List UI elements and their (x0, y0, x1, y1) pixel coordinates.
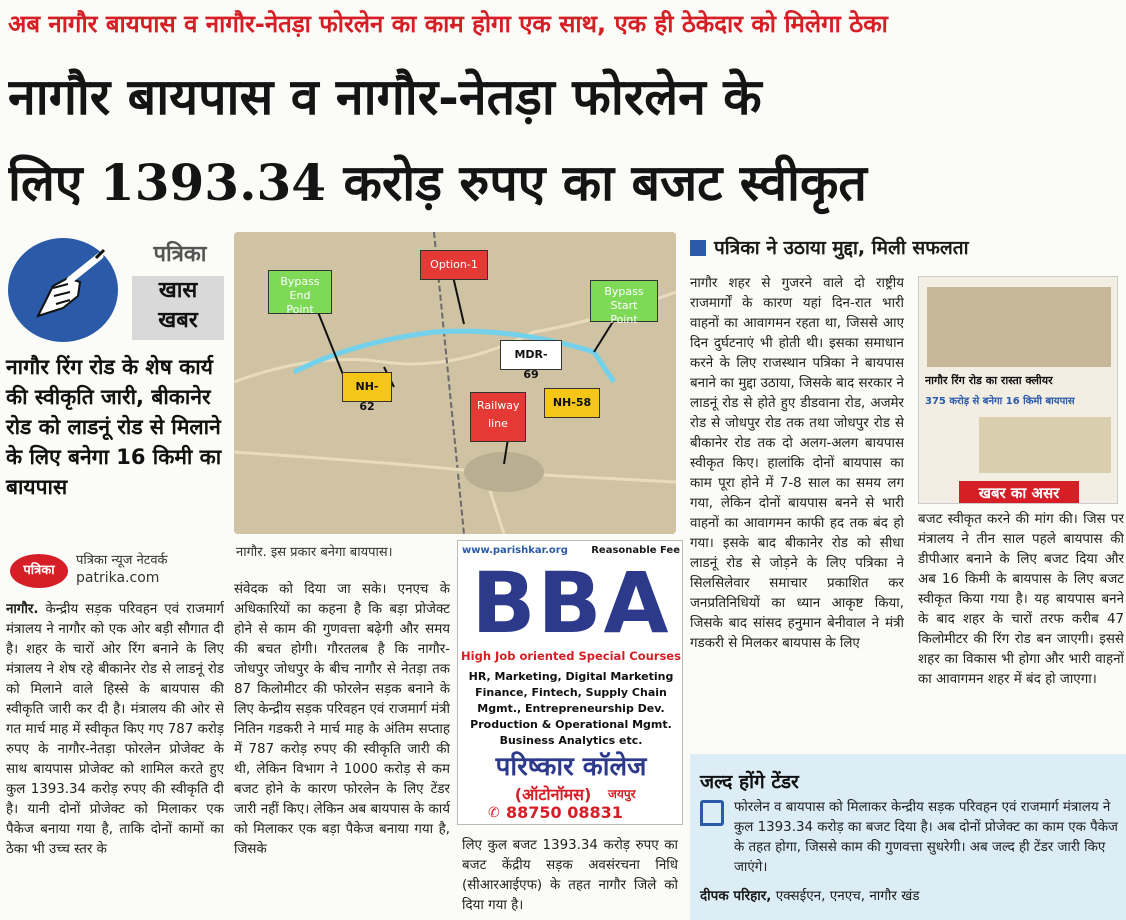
tender-author (700, 886, 1120, 910)
ad-autonomous: (ऑटोनॉमस) (514, 785, 592, 804)
ad-city: जयपुर (608, 787, 636, 801)
pen-fist-icon (8, 238, 118, 342)
ad-phone: 88750 08831 (506, 803, 623, 822)
clipping-photos (927, 287, 1111, 367)
col1-body (6, 600, 224, 920)
khas-khabar-badge (4, 232, 226, 344)
ad-bba: BBA (471, 554, 671, 652)
patrika-logo: पत्रिका (10, 554, 68, 588)
clipping-sub: 375 करोड़ से बनेगा 16 किमी बायपास (925, 396, 1075, 407)
side-heading-text: पत्रिका ने उठाया मुद्दा, मिली सफलता (714, 237, 969, 259)
tender-heading: जल्द होंगे टेंडर (700, 771, 799, 793)
headline-line-2: लिए 1393.34 करोड़ रुपए का बजट स्वीकृत (8, 153, 867, 212)
strapline: अब नागौर बायपास व नागौर-नेतड़ा फोरलेन का काम होगा एक साथ, एक ही ठेकेदार को मिलेगा ठेका (8, 10, 888, 38)
tender-box (690, 754, 1126, 920)
clipping-map (979, 417, 1111, 473)
ad-courses: HR, Marketing, Digital Marketing Finance, Fintech, Supply Chain Mgmt., Entrepreneurship Dev. Production & Operational Mgmt. Business Analytics etc. (468, 670, 674, 747)
tender-quote: फोरलेन व बायपास को मिलाकर केन्द्रीय सड़क परिवहन एवं राजमार्ग मंत्रालय ने कुल 1393.34 करोड़ का बजट दिया है। अब दोनों प्रोजेक्ट का काम एक पैकेज के तहत होगा, जिससे काम की गुणवत्ता सुधरेगी। अब जल्द ही टेंडर जारी किए जाएंगे। (734, 800, 1118, 875)
clipping-headline: नागौर रिंग रोड का रास्ता क्लीयर (925, 374, 1053, 387)
effect-label: खबर का असर (959, 481, 1079, 504)
side-col-b: बजट स्वीकृत करने की मांग की। जिस पर मंत्रालय ने तीन साल पहले बायपास की डीपीआर बनाने के लिए बजट दिया और अब 16 किमी के बायपास के लिए बजट स्वीकृत किया गया है। यह बायपास बनने के बाद शहर के चारों तरफ करीब 47 किलोमीटर की रिंग रोड बन जाएगी। इससे शहर का विकास भी होगा और भारी वाहनों का आवागमन शहर में बंद हो जाएगा। (918, 512, 1124, 687)
bba-advertisement (457, 540, 683, 825)
headline-line-1: नागौर बायपास व नागौर-नेतड़ा फोरलेन के (8, 67, 762, 126)
label-nh-58: NH-58 (544, 388, 600, 418)
subheadline: नागौर रिंग रोड के शेष कार्य की स्वीकृति जारी, बीकानेर रोड को लाडनूं रोड से मिलाने के लिए बनेगा 16 किमी का बायपास (6, 355, 222, 499)
side-col-a: नागौर शहर से गुजरने वाले दो राष्ट्रीय राजमार्गों के कारण यहां दिन-रात भारी वाहनों का आवागमन रहता था, जिससे आए दिन दुर्घटनाएं भी होती थी। इसका समाधान करने के लिए राजस्थान पत्रिका ने बायपास बनाने का मुद्दा उठाया, जिसके बाद सरकार ने लाडनूं रोड से होते हुए डीडवाना रोड, अजमेर रोड से जोधपुर रोड तक तथा जोधपुर रोड से बीकानेर रोड तक दो अलग-अलग बायपास स्वीकृत किए। हालांकि दोनों बायपास का काम पूरा होने में 7-8 साल का समय लग गया, लेकिन दोनों बायपास बनने से भारी वाहनों का आवागमन काफी हद तक बंद हो गया। इसके बाद बीकानेर रोड को सीधा लाडनूं रोड से जोड़ने के लिए पत्रिका ने सिलसिलेवार समाचार प्रकाशित कर जनप्रतिनिधियों का ध्यान आकृष्ट किया, जिसके बाद सांसद हनुमान बेनीवाल ने मंत्री गडकरी से मिलकर बायपास के लिए (690, 276, 904, 651)
label-nh-62: NH-62 (342, 372, 392, 402)
label-bypass-end: Bypass End Point (268, 270, 332, 314)
label-railway-line: Railway line (470, 392, 526, 442)
bypass-map (234, 232, 676, 534)
col2-body: संवेदक को दिया जा सके। एनएच के अधिकारियों का कहना है कि बड़ा प्रोजेक्ट होने से काम की गुणवत्ता बढ़ेगी और समय की बचत होगी। गौरतलब है कि नागौर-जोधपुर जोधपुर के बीच नागौर से नेतड़ा तक 87 किलोमीटर की फोरलेन सड़क बनाने के लिए केन्द्रीय सड़क परिवहन एवं राजमार्ग मंत्री नितिन गडकरी ने मार्च माह के अंतिम सप्ताह में 787 करोड़ रुपए की स्वीकृति जारी की थी, लेकिन विभाग ने 1000 करोड़ से कम बजट होने के कारण फोरलेन के लिए टेंडर जारी नहीं किए। लेकिन अब बायपास के कार्य को मिलाकर एक बड़ा पैकेज बनाया गया है, जिसके (234, 582, 450, 857)
label-mdr-69: MDR-69 (500, 340, 562, 370)
author-designation: एक्सईएन, एनएच, नागौर खंड (771, 888, 920, 904)
dateline: नागौर. (6, 602, 39, 617)
phone-icon: ✆ (488, 805, 500, 821)
ad-college: परिष्कार कॉलेज (495, 752, 647, 782)
badge-label (132, 276, 224, 340)
ad-url: www.parishkar.org (462, 545, 568, 556)
badge-brand: पत्रिका (153, 242, 207, 267)
author-name: दीपक परिहार, (700, 888, 772, 904)
byline (6, 550, 228, 592)
badge-line-2: खबर (158, 308, 198, 333)
col2-bottom: लिए कुल बजट 1393.34 करोड़ रुपए का बजट केंद्रीय सड़क अवसंरचना निधि (सीआरआईएफ) के तहत नागौर जिले को दिया गया है। (462, 838, 678, 913)
ad-tagline: High Job oriented Special Courses (461, 649, 681, 663)
col1-text: केन्द्रीय सड़क परिवहन एवं राजमार्ग मंत्रालय ने नागौर को एक ओर बड़ी सौगात दी है। शहर के चारों ओर रिंग बनाने के लिए मंत्रालय ने शेष रहे बीकानेर रोड से लाडनूं रोड को मिलाने वाले हिस्से के बायपास की स्वीकृति जारी कर दी है। मंत्रालय की ओर से गत मार्च माह में स्वीकृत किए गए 787 करोड़ रुपए के नागौर-नेतड़ा फोरलेन प्रोजेक्ट के साथ बायपास प्रोजेक्ट को शामिल करते हुए कुल 1393.34 करोड़ रुपए की स्वीकृति दी है। यानी दोनों प्रोजेक्ट को मिलाकर एक पैकेज बनाया गया है, ताकि दोनों कामों का ठेका भी उच्च स्तर के (6, 602, 224, 857)
quote-icon (700, 800, 724, 826)
ad-fee: Reasonable Fee (591, 545, 680, 556)
headline (8, 54, 1122, 230)
byline-network: पत्रिका न्यूज नेटवर्क (76, 553, 168, 568)
label-bypass-start: Bypass Start Point (590, 280, 658, 322)
map-caption: नागौर. इस प्रकार बनेगा बायपास। (236, 545, 393, 560)
label-option-1: Option-1 (420, 250, 488, 280)
byline-site: patrika.com (76, 570, 160, 586)
badge-line-1: खास (158, 278, 198, 303)
side-story-heading (690, 234, 1070, 264)
newspaper-clipping (918, 276, 1118, 504)
square-bullet-icon (690, 240, 706, 256)
